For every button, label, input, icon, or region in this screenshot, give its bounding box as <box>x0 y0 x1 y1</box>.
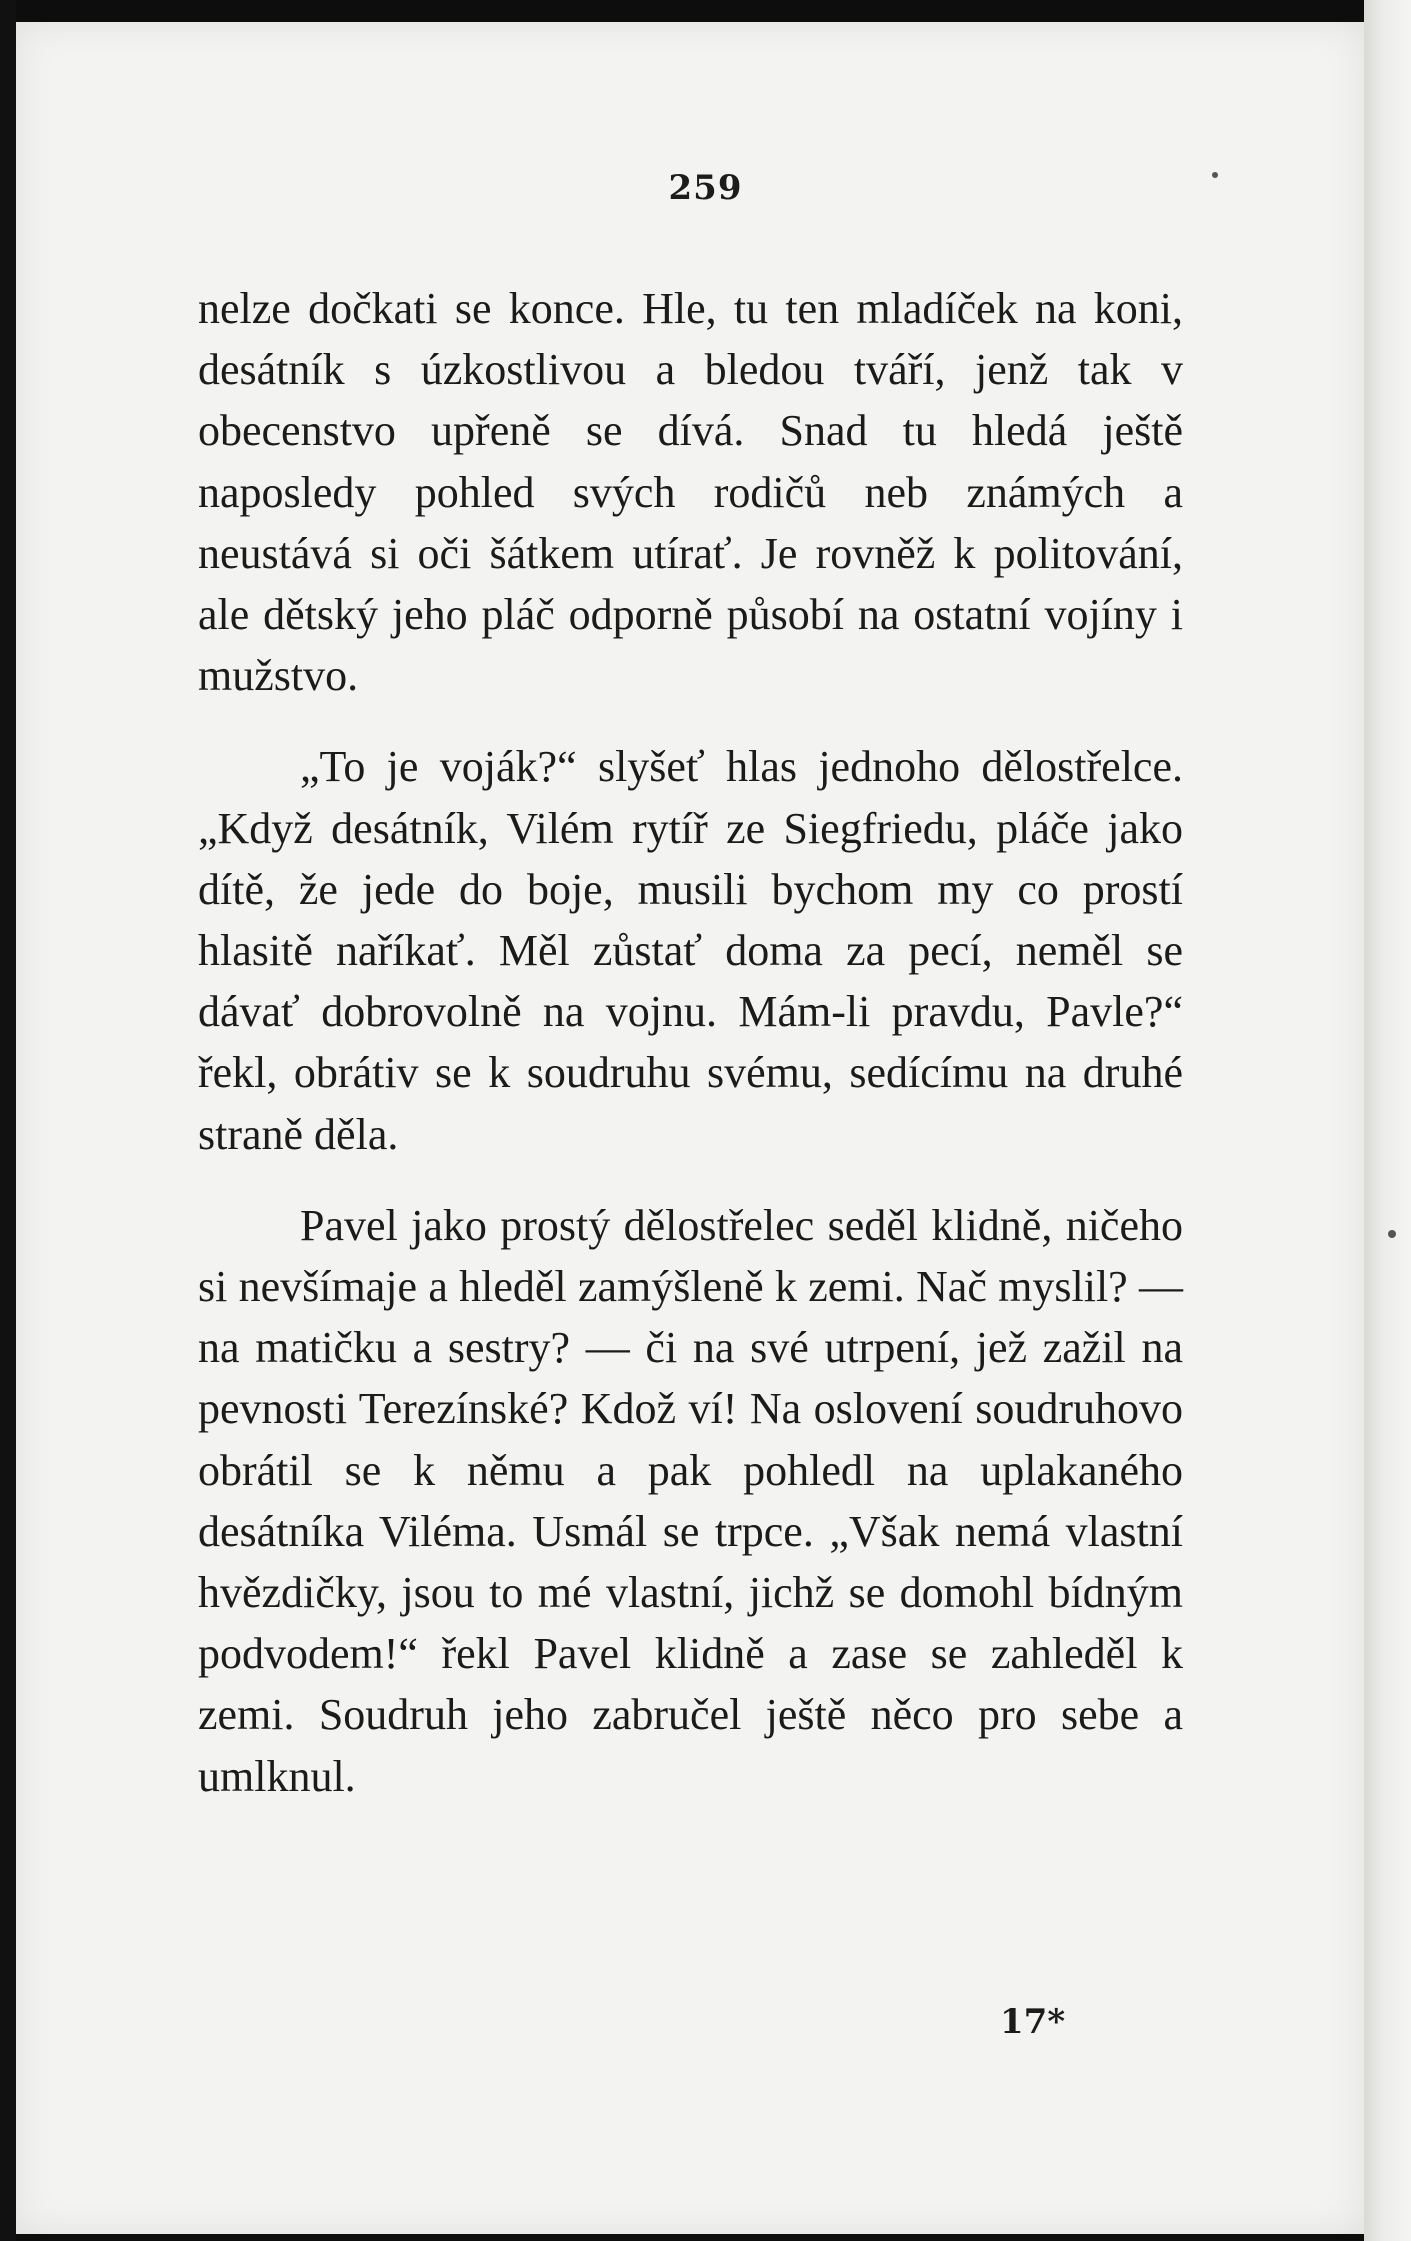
paper-speck <box>1388 1230 1396 1238</box>
page-number: 259 <box>668 168 743 208</box>
page-edge <box>1364 0 1411 2241</box>
paragraph-3: Pavel jako prostý dělostřelec seděl klidně, ničeho si nevšímaje a hleděl zamýšleně k zemi. Nač myslil? — na matičku a sestry? — či na své utrpení, jež zažil na pevnosti Terezínské? Kdož ví! Na oslovení soudruhovo obrátil se k němu a pak pohledl na uplakaného desátníka Viléma. Usmál se trpce. „Však nemá vlastní hvězdičky, jsou to mé vlastní, jichž se domohl bídným podvodem!“ řekl Pavel klidně a zase se zahleděl k zemi. Soudruh jeho zabručel ještě něco pro sebe a umlknul. <box>198 1200 1183 1801</box>
paragraph-2: „To je voják?“ slyšeť hlas jednoho dělostřelce. „Když desátník, Vilém rytíř ze Siegfriedu, pláče jako dítě, že jede do boje, musili bychom my co prostí hlasitě naříkať. Měl zůstať doma za pecí, neměl se dávať dobrovolně na vojnu. Mám-li pravdu, Pavle?“ řekl, obrátiv se k soudruhu svému, sedícímu na druhé straně děla. <box>198 742 1183 1159</box>
signature-mark: 17* <box>1000 2002 1066 2042</box>
book-spine-shadow <box>0 0 16 2241</box>
paragraph-1: nelze dočkati se konce. Hle, tu ten mladíček na koni, desátník s úzkostlivou a bledou tváří, jenž tak v obecenstvo upřeně se dívá. Snad tu hledá ještě naposledy pohled svých rodičů neb známých a neustává si oči šátkem utírať. Je rovněž k politování, ale dětský jeho pláč odporně působí na ostatní vojíny i mužstvo. <box>198 284 1183 701</box>
body-text <box>198 278 1183 1807</box>
